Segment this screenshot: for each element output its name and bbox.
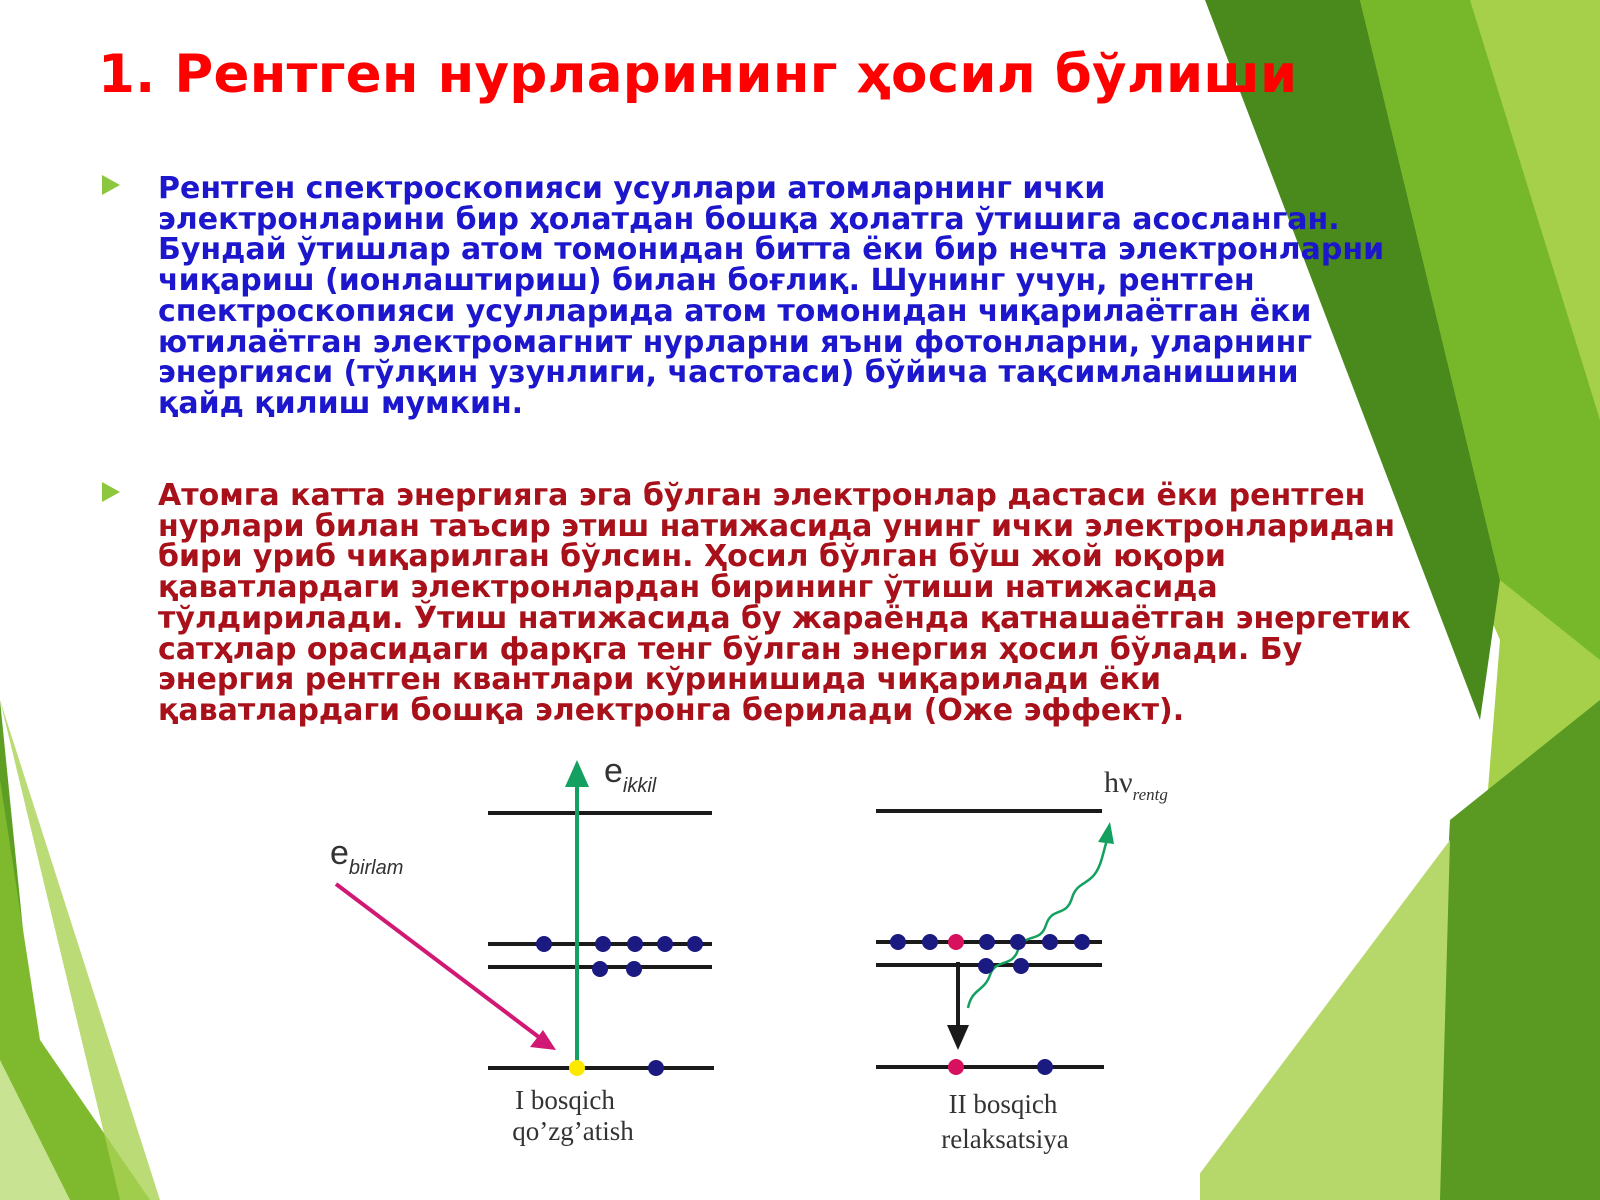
paragraph-1-line: Бундай ўтишлар атом томонидан битта ёки бир нечта электронларни: [158, 232, 1385, 268]
bullet-marker-1: [102, 175, 120, 195]
energy-level-diagram: [0, 740, 1600, 1200]
paragraph-2: [158, 478, 1411, 728]
electron-dot: [627, 936, 643, 952]
electron-dot: [592, 961, 608, 977]
electron-dot: [890, 934, 906, 950]
electron-dot: [687, 936, 703, 952]
paragraph-2-line: қаватлардаги электронлардан бирининг ўтиши натижасида: [158, 570, 1218, 606]
paragraph-1-line: ютилаётган электромагнит нурларни яъни фотонларни, уларнинг: [158, 324, 1312, 360]
electron-dot: [1042, 934, 1058, 950]
stage1-caption-line2: qo’zg’atish: [512, 1116, 634, 1146]
photon-label: $h\nu_{rentg}$: [1104, 766, 1168, 804]
paragraph-1-line: Рентген спектроскопияси усуллари атомларнинг ички: [158, 171, 1106, 206]
paragraph-2-line: энергия рентген квантлари кўринишида чиқарилади ёки: [158, 662, 1162, 698]
paragraph-1-line: чиқариш (ионлаштириш) билан боғлиқ. Шунинг учун, рентген: [158, 263, 1255, 299]
electron-dot: [1074, 934, 1090, 950]
electron-dot: [1013, 958, 1029, 974]
paragraph-2-line: қаватлардаги бошқа электронга берилади (Оже эффект).: [158, 692, 1185, 728]
vacancy-electron-dot: [569, 1060, 585, 1076]
stage1-caption-line1: I bosqich: [515, 1085, 615, 1115]
paragraph-1-line: электронларини бир ҳолатдан бошқа ҳолатга ўтишига асосланган.: [158, 201, 1340, 237]
electron-dot: [536, 936, 552, 952]
electron-dot: [626, 961, 642, 977]
electron-dot: [979, 934, 995, 950]
paragraph-1: [158, 171, 1385, 421]
paragraph-1-line: қайд қилиш мумкин.: [158, 385, 524, 421]
electron-dot: [978, 958, 994, 974]
paragraph-1-line: спектроскопияси усулларида атом томонидан чиқарилаётган ёки: [158, 293, 1312, 329]
paragraph-2-line: сатҳлар орасидаги фарқга тенг бўлган энергия ҳосил бўлади. Бу: [158, 631, 1303, 667]
stage2-caption-line2: relaksatsiya: [941, 1124, 1069, 1154]
excited-electron-dot: [948, 1059, 964, 1075]
paragraph-2-line: тўлдирилади. Ўтиш натижасида бу жараёнда қатнашаётган энергетик: [158, 600, 1411, 636]
stage2-caption-line1: II bosqich: [948, 1089, 1058, 1119]
electron-dot: [657, 936, 673, 952]
electron-dot: [648, 1060, 664, 1076]
paragraph-1-line: энергияси (тўлқин узунлиги, частотаси) бўйича тақсимланишини: [158, 355, 1299, 391]
paragraph-2-line: Атомга катта энергияга эга бўлган электронлар дастаси ёки рентген: [158, 478, 1366, 513]
slide-title: 1. Рентген нурларининг ҳосил бўлиши: [98, 44, 1298, 105]
electron-dot: [922, 934, 938, 950]
secondary-electron-label: $e_{ikkil}$: [604, 752, 657, 797]
excited-electron-dot: [948, 934, 964, 950]
paragraph-2-line: нурлари билан таъсир этиш натижасида унинг ички электронларидан: [158, 508, 1396, 544]
primary-electron-label: $e_{birlam}$: [330, 834, 404, 879]
paragraph-2-line: бири уриб чиқарилган бўлсин. Ҳосил бўлган бўш жой юқори: [158, 539, 1226, 575]
electron-dot: [1037, 1059, 1053, 1075]
electron-dot: [1010, 934, 1026, 950]
electron-dot: [595, 936, 611, 952]
bullet-marker-2: [102, 482, 120, 502]
